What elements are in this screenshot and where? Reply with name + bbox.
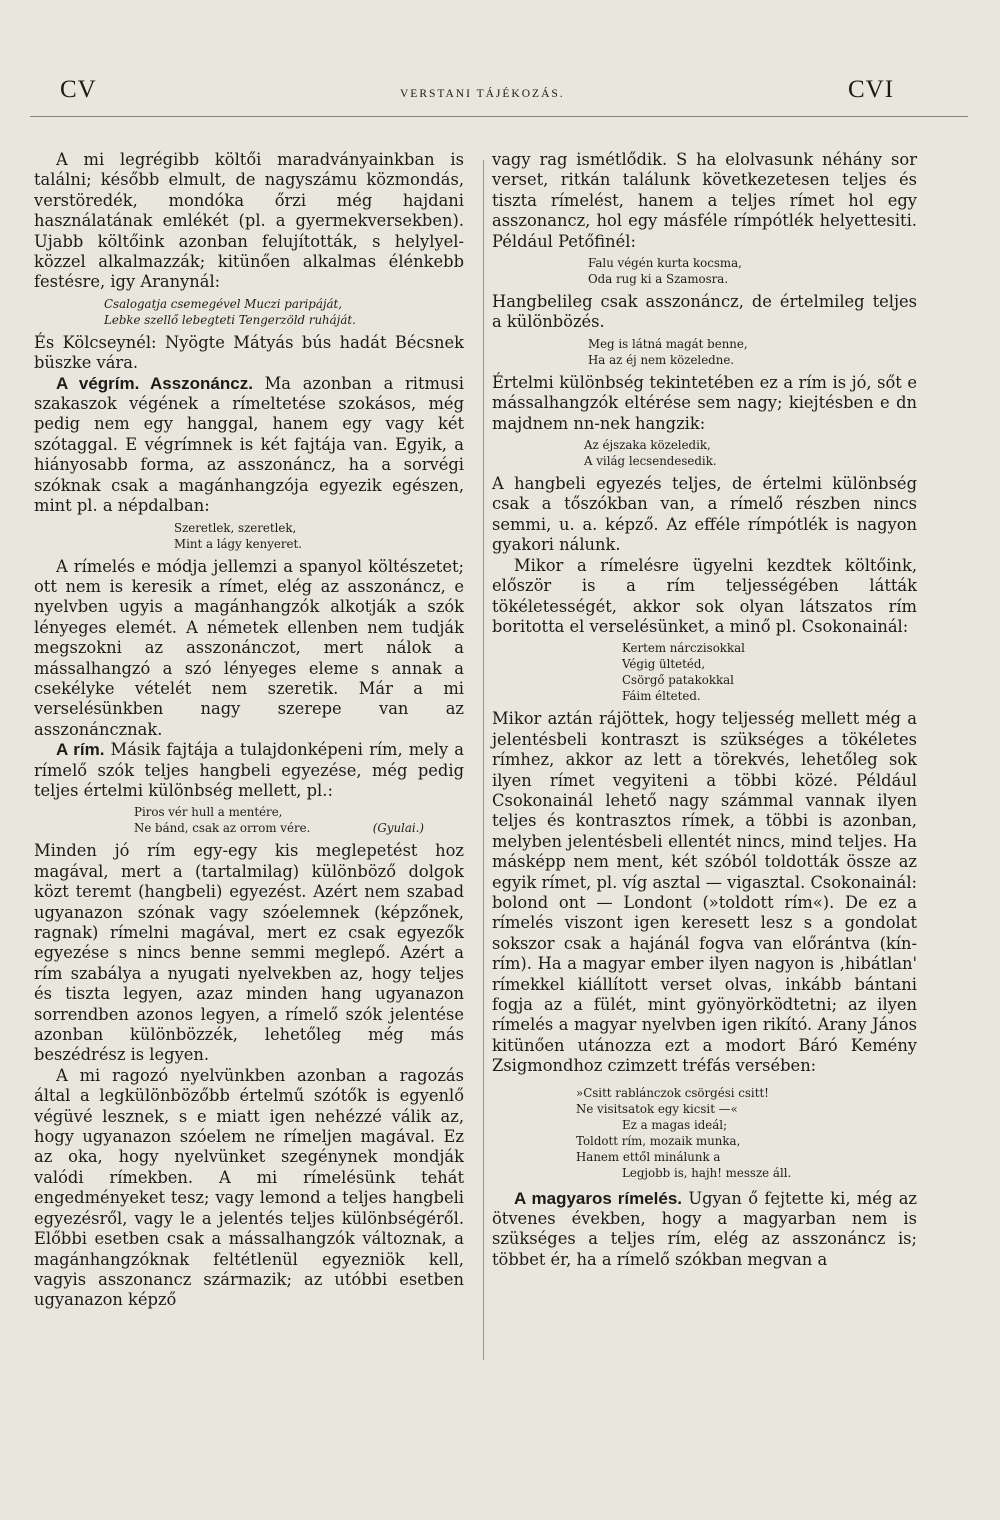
- paragraph: Mikor a rímelésre ügyelni kezdtek költőink, először is a rím teljességében látták tökéletességét, akkor sok olyan látszatos rím boritotta el verselésünket, a minő pl. Csokonainál:: [492, 555, 917, 636]
- verse-line: »Csitt rablánczok csörgési csitt!: [576, 1085, 769, 1100]
- verse-line: Végig ültetéd,: [622, 657, 706, 672]
- section-heading: A végrím. Asszonáncz.: [56, 373, 253, 393]
- verse-quote: [34, 296, 464, 328]
- verse-line: Oda rug ki a Szamosra.: [588, 272, 729, 287]
- right-page-number: CVI: [848, 76, 895, 103]
- paragraph: Ugyan ő fejtette ki, még az ötvenes években, hogy a magyarban nem is szükséges a teljes rím, elég az asszonáncz is; többet ér, ha a rímelő szókban megvan a: [492, 1188, 917, 1269]
- verse-source: (Gyulai.): [372, 821, 424, 836]
- running-title: VERSTANI TÁJÉKOZÁS.: [400, 88, 565, 100]
- verse-line: Kertem nárczisokkal: [622, 641, 745, 656]
- paragraph: Értelmi különbség tekintetében ez a rím is jó, sőt e mássalhangzók eltérése sem nagy; kiejtésben e dn majdnem nn-nek hangzik:: [492, 372, 917, 433]
- verse-line: Falu végén kurta kocsma,: [588, 256, 742, 271]
- paragraph: A mi ragozó nyelvünkben azonban a ragozás által a legkülönbözőbb értelmű szótők is egyenlő végüvé lesznek, s e miatt igen nehézzé válik az, hogy ugyanazon szóelem ne rímeljen magával. Ez az oka, hogy nyelvünket szegénynek mondják valódi rímekben. A mi rímelésünk tehát engedményeket tesz; vagy lemond a teljes hangbeli egyezésről, vagy le a jelentés teljes különbségéről. Előbbi esetben csak a mássalhangzók változnak, a magánhangzóknak feltétlenül egyezniök kell, vagyis asszonancz származik; az utóbbi esetben ugyanazon képző: [34, 1065, 464, 1310]
- paragraph: Minden jó rím egy-egy kis meglepetést hoz magával, mert a (tartalmilag) különböző dolgok közt teremt (hangbeli) egyezést. Azért nem szabad ugyanazon szónak vagy szóelemnek (képzőnek, ragnak) rímelni magával, mert ez csak egyezők egyezése s nincs benne semmi meglepő. Azért a rím szabálya a nyugati nyelvekben az, hogy teljes és tiszta legyen, azaz minden hang ugyanazon sorrendben azonos legyen, a rímelő szók jelentése azonban különbözzék, lehetőleg még más beszédrész is legyen.: [34, 841, 464, 1065]
- verse-line: Toldott rím, mozaik munka,: [576, 1133, 741, 1148]
- verse-line: Ez a magas ideál;: [622, 1117, 728, 1132]
- verse-quote: [492, 336, 917, 368]
- paragraph: Mikor aztán rájöttek, hogy teljesség mellett még a jelentésbeli kontraszt is szükséges a tökéletes rímhez, akkor az lett a törekvés, lehetőleg sok ilyen rímet vegyiteni a többi közé. Például Csokonainál lehető nagy számmal vannak ilyen teljes és kontrasztos rímek, a többi is azonban, melyben jelentésbeli ellentét nincs, mind teljes. Ha másképp nem ment, két szóból toldották össze az egyik rímet, pl. víg asztal — vigasztal. Csokonainál: bolond ont — Londont (»toldott rím«). De ez a rímelés viszont igen keresett lesz s a gondolat sokszor csak a hajánál fogva van előrántva (kín-rím). Ha a magyar ember ilyen nagyon is ‚hibátlan' rímekkel kiállított verset olvas, inkább bántani fogja az a fülét, mint gyönyörködtetni; az ilyen rímelés a magyar nyelvben igen rikító. Arany János kitünően utánozza ezt a modort Báró Kemény Zsigmondhoz czimzett tréfás versében:: [492, 709, 918, 1076]
- verse-line: Lebke szellő lebegteti Tengerzöld ruháját.: [104, 312, 356, 327]
- paragraph: A mi legrégibb költői maradványainkban is találni; később elmult, de nagyszámu közmondás, verstöredék, mondóka őrzi még hajdani használatának emlékét (pl. a gyermekversekben). Ujabb költőink azonban felujították, s helylyel-közzel alkalmazzák; kitünően alkalmas élénkebb festésre, igy Aranynál:: [34, 150, 464, 292]
- paragraph: És Kölcseynél: Nyögte Mátyás bús hadát Bécsnek büszke vára.: [34, 332, 464, 373]
- verse-quote: [492, 640, 917, 704]
- verse-line: Az éjszaka közeledik,: [584, 438, 711, 453]
- verse-quote: [34, 804, 464, 836]
- verse-quote: [34, 520, 464, 552]
- verse-line: Piros vér hull a mentére,: [134, 805, 283, 820]
- verse-line: Csalogatja csemegével Muczi paripáját,: [104, 296, 343, 311]
- paragraph: Másik fajtája a tulajdonképeni rím, mely a rímelő szók teljes hangbeli egyezése, még pedig teljes értelmi különbség mellett, pl.:: [34, 740, 465, 800]
- paragraph: Ma azonban a ritmusi szakaszok végének a rímeltetése szokásos, még pedig nem egy hanggal, hanem egy vagy két szótaggal. E végrímnek is két fajtája van. Egyik, a hiányosabb forma, az asszonáncz, ha a sorvégi szóknak csak a magánhangzója egyezik egészen, mint pl. a népdalban:: [34, 373, 464, 516]
- section-heading: A magyaros rímelés.: [514, 1188, 682, 1208]
- verse-line: Ne bánd, csak az orrom vére.: [134, 821, 311, 836]
- verse-line: A világ lecsendesedik.: [584, 454, 717, 469]
- verse-line: Szeretlek, szeretlek,: [174, 520, 297, 535]
- paragraph: A hangbeli egyezés teljes, de értelmi különbség csak a tőszókban van, a rímelő részben nincs semmi, u. a. képző. Az efféle rímpótlék is nagyon gyakori nálunk.: [492, 474, 917, 555]
- verse-quote: [492, 255, 917, 287]
- left-column: [34, 150, 464, 1311]
- paragraph: A rímelés e módja jellemzi a spanyol költészetet; ott nem is keresik a rímet, elég az asszonáncz, e nyelvben ugyis a magánhangzók alkotják a szók lényeges elemét. A németek ellenben nem tudják megszokni az asszonánczot, mert nálok a mássalhangzó a szó lényeges eleme s annak a csekélyke vételét nem szeretik. Már a mi verselésünkben nagy szerepe van az asszonáncznak.: [34, 556, 464, 739]
- paragraph: vagy rag ismétlődik. S ha elolvasunk néhány sor verset, ritkán találunk következetesen teljes és tiszta rímelést, hanem a teljes rímet hol egy asszonancz, hol egy másféle rímpótlék helyettesiti. Például Petőfinél:: [492, 150, 917, 251]
- verse-quote: [492, 437, 917, 469]
- header-rule: [30, 116, 968, 117]
- left-page-number: CV: [60, 76, 97, 103]
- column-divider: [483, 160, 484, 1360]
- verse-line: Legjobb is, hajh! messze áll.: [622, 1165, 792, 1180]
- running-header: [0, 76, 1000, 116]
- verse-line: Mint a lágy kenyeret.: [174, 536, 302, 551]
- verse-line: Ne visitsatok egy kicsit —«: [576, 1101, 738, 1116]
- verse-line: Ha az éj nem közeledne.: [588, 352, 735, 367]
- right-column: [492, 150, 917, 1270]
- verse-line: Fáim élteted.: [622, 689, 701, 704]
- verse-line: Meg is látná magát benne,: [588, 336, 748, 351]
- verse-line: Hanem ettől minálunk a: [576, 1149, 721, 1164]
- verse-quote: [492, 1085, 917, 1181]
- paragraph: Hangbelileg csak asszonáncz, de értelmileg teljes a különbözés.: [492, 292, 917, 332]
- section-heading: A rím.: [56, 740, 105, 760]
- verse-line: Csörgő patakokkal: [622, 673, 734, 688]
